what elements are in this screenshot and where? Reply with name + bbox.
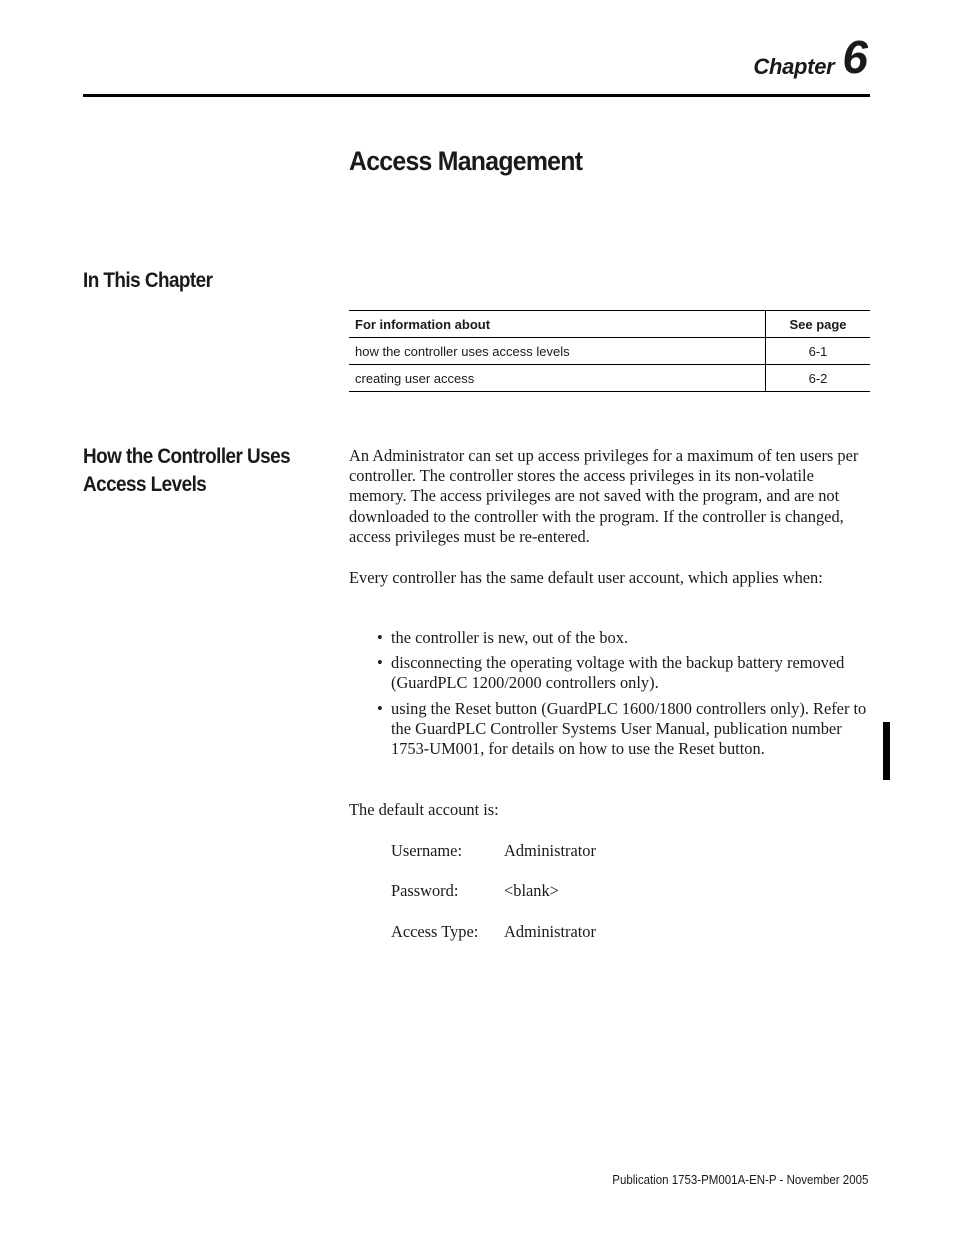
chapter-rule-divider (83, 94, 870, 97)
list-item (349, 699, 874, 760)
bullet-icon: • (377, 653, 383, 673)
column-header-page: See page (766, 311, 871, 338)
default-account-paragraph: Every controller has the same default user account, which applies when: (349, 568, 823, 587)
account-value: <blank> (504, 881, 559, 900)
publication-footer: Publication 1753-PM001A-EN-P - November 2005 (611, 1173, 868, 1187)
table-row (349, 365, 870, 392)
bullet-icon: • (377, 698, 383, 718)
table-row (349, 338, 870, 365)
table-cell-topic: how the controller uses access levels (349, 338, 766, 365)
table-cell-page: 6-1 (766, 338, 871, 365)
account-value: Administrator (504, 841, 596, 860)
list-item-text: the controller is new, out of the box. (391, 628, 628, 647)
list-item-text: disconnecting the operating voltage with the backup battery removed (GuardPLC 1200/2000 controllers only). (391, 653, 845, 693)
section-heading-line2: Access Levels (83, 473, 207, 496)
account-row-password (391, 881, 559, 901)
account-row-access-type (391, 922, 596, 942)
condition-list (349, 628, 874, 764)
list-item (349, 628, 874, 648)
change-bar (883, 722, 890, 780)
chapter-heading (753, 31, 868, 83)
column-header-topic: For information about (349, 311, 766, 338)
table-cell-page: 6-2 (766, 365, 871, 392)
bullet-icon: • (377, 628, 383, 647)
section-heading-line1: How the Controller Uses (83, 445, 291, 468)
in-this-chapter-heading: In This Chapter (83, 269, 213, 292)
account-label: Access Type: (391, 922, 479, 941)
page-title: Access Management (349, 146, 583, 176)
section-heading (83, 443, 290, 499)
chapter-number: 6 (842, 31, 868, 83)
table-cell-topic: creating user access (349, 365, 766, 392)
intro-paragraph: An Administrator can set up access privileges for a maximum of ten users per controller. The controller stores the access privileges in its non-volatile memory. The access privileges are not saved with the program, and are not downloaded to the controller with the program. If the controller is changed, access privileges must be re-entered. (349, 446, 859, 546)
list-item-text: using the Reset button (GuardPLC 1600/1800 controllers only). Refer to the GuardPLC Controller Systems User Manual, publication number 1753-UM001, for details on how to use the Reset button. (391, 698, 867, 759)
chapter-label: Chapter (753, 54, 835, 79)
list-item (349, 653, 874, 693)
chapter-contents-table (349, 310, 870, 392)
table-header-row (349, 311, 870, 338)
account-value: Administrator (504, 922, 596, 941)
account-row-username (391, 841, 596, 861)
default-account-intro: The default account is: (349, 800, 499, 819)
account-label: Password: (391, 881, 459, 900)
account-label: Username: (391, 841, 462, 860)
